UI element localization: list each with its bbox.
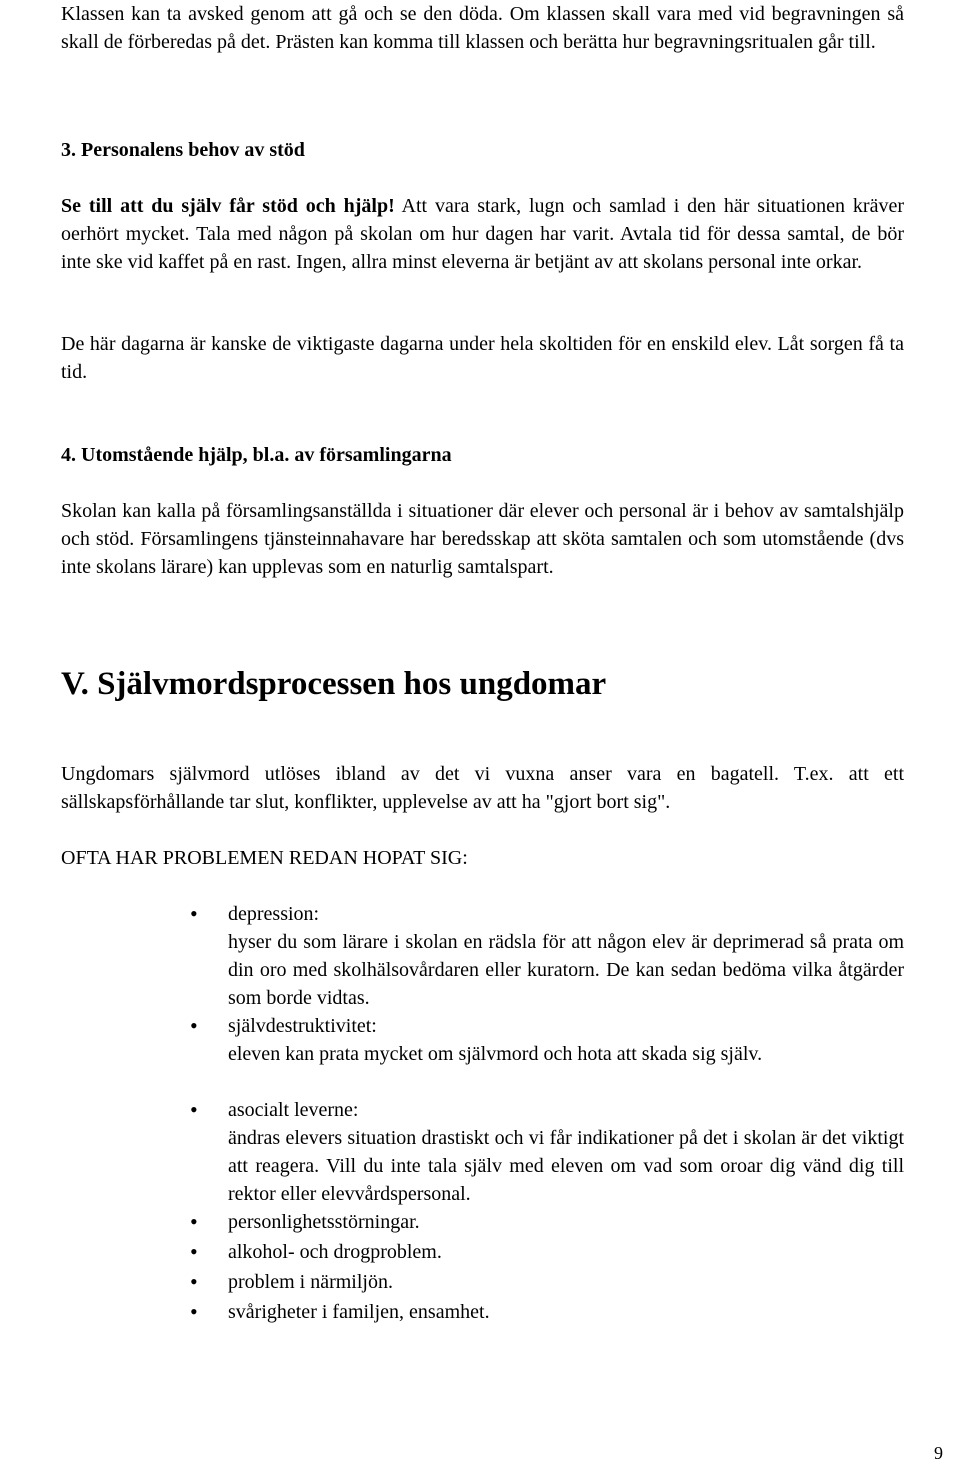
bullet-icon: • bbox=[190, 1013, 198, 1038]
section-4-heading: 4. Utomstående hjälp, bl.a. av församlingarna bbox=[61, 444, 452, 466]
list-item-description: ändras elevers situation drastiskt och vi får indikationer på det i skolan är det viktigt att reagera. Vill du inte tala själv med eleven om vad som oroar dig vänd dig till rektor eller elevvårdspersonal. bbox=[228, 1127, 904, 1205]
page-number: 9 bbox=[934, 1443, 943, 1463]
section-3-paragraph-1 bbox=[61, 192, 904, 276]
bullet-icon: • bbox=[190, 901, 198, 926]
support-lead-text: Se till att du själv får stöd och hjälp! bbox=[61, 195, 395, 217]
list-item-self-destructiveness bbox=[228, 1012, 904, 1068]
section-3-heading: 3. Personalens behov av stöd bbox=[61, 139, 305, 161]
list-item-term: asocialt leverne: bbox=[228, 1099, 359, 1121]
bullet-icon: • bbox=[190, 1239, 198, 1264]
section-v-paragraph: Ungdomars självmord utlöses ibland av det vi vuxna anser vara en bagatell. T.ex. att ett sällskapsförhållande tar slut, konflikter, upplevelse av att ha "gjort bort sig". bbox=[61, 763, 904, 813]
problems-subheading: OFTA HAR PROBLEMEN REDAN HOPAT SIG: bbox=[61, 847, 468, 869]
list-item-description: eleven kan prata mycket om självmord och hota att skada sig själv. bbox=[228, 1043, 763, 1065]
list-item-depression bbox=[228, 900, 904, 1012]
list-item-term: självdestruktivitet: bbox=[228, 1015, 377, 1037]
bullet-icon: • bbox=[190, 1299, 198, 1324]
list-item-asocial-life bbox=[228, 1096, 904, 1208]
list-item-description: hyser du som lärare i skolan en rädsla för att någon elev är deprimerad så prata om din oro med skolhälsovårdaren eller kuratorn. De kan sedan bedöma vilka åtgärder som borde vidtas. bbox=[228, 931, 904, 1009]
bullet-icon: • bbox=[190, 1269, 198, 1294]
list-item-family-difficulties: svårigheter i familjen, ensamhet. bbox=[228, 1301, 490, 1323]
list-item-term: depression: bbox=[228, 903, 320, 925]
section-3-paragraph-2: De här dagarna är kanske de viktigaste dagarna under hela skoltiden för en enskild elev. Låt sorgen få ta tid. bbox=[61, 333, 904, 383]
bullet-icon: • bbox=[190, 1209, 198, 1234]
list-item-substance-problems: alkohol- och drogproblem. bbox=[228, 1241, 442, 1263]
support-body-text: Att vara stark, lugn och samlad i den här situationen kräver oerhört mycket. Tala med någon på skolan om hur dagen har varit. Avtala tid för dessa samtal, de bör inte ske vid kaffet på en rast. Ingen, allra minst eleverna är betjänt av att skolans personal inte orkar. bbox=[61, 195, 904, 273]
intro-paragraph: Klassen kan ta avsked genom att gå och se den döda. Om klassen skall vara med vid begravningen så skall de förberedas på det. Prästen kan komma till klassen och berätta hur begravningsritualen går till. bbox=[61, 3, 904, 53]
section-4-paragraph: Skolan kan kalla på församlingsanställda i situationer där elever och personal är i behov av samtalshjälp och stöd. Församlingens tjänsteinnahavare har beredsskap att sköta samtalen och som utomstående (dvs inte skolans lärare) kan upplevas som en naturlig samtalspart. bbox=[61, 500, 904, 578]
list-item-personality-disorders: personlighetsstörningar. bbox=[228, 1211, 420, 1233]
section-v-heading: V. Självmordsprocessen hos ungdomar bbox=[61, 666, 607, 702]
list-item-environment-problems: problem i närmiljön. bbox=[228, 1271, 393, 1293]
bullet-icon: • bbox=[190, 1097, 198, 1122]
